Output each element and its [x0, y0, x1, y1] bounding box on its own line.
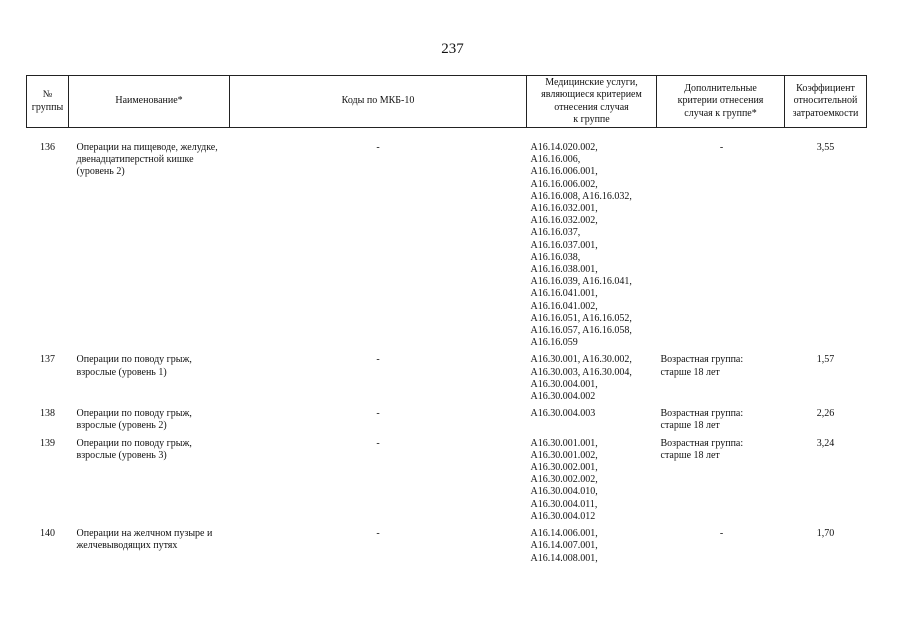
cell-group-number: 139 [40, 437, 55, 449]
cell-extra-criteria [657, 528, 785, 570]
text-line: - [719, 142, 724, 153]
cell-extra-criteria [657, 354, 785, 408]
header-services [527, 76, 657, 128]
table-row [27, 528, 867, 570]
text-line: Возрастная группа: [660, 437, 744, 449]
text-line: A16.16.038.001, [530, 264, 598, 276]
text-line: A16.16.041.001, [530, 288, 598, 300]
cell-icd-codes: - [376, 354, 380, 366]
cell-coefficient: 1,57 [816, 354, 835, 366]
text-line: Наименование* [115, 95, 183, 107]
cell-name [69, 528, 230, 570]
header-name [69, 76, 230, 128]
text-line: A16.14.006.001, [530, 528, 598, 540]
table-row [27, 354, 867, 408]
cell-coefficient: 2,26 [816, 408, 835, 420]
groups-table [26, 75, 867, 570]
text-line: группы [31, 101, 64, 113]
text-line: № [42, 89, 53, 101]
cell-coefficient: 1,70 [816, 528, 835, 540]
text-line: двенадцатиперстной кишке [76, 154, 194, 166]
cell-group-number: 138 [40, 408, 55, 420]
text-line: A16.16.032.001, [530, 203, 598, 215]
text-line: Коэффициент [796, 83, 855, 95]
text-line: A16.16.006, [530, 154, 581, 166]
text-line: A16.16.051, A16.16.052, [530, 312, 632, 324]
text-line: затратоемкости [792, 107, 859, 119]
text-line: относительной [793, 95, 858, 107]
text-line: A16.16.039, A16.16.041, [530, 276, 632, 288]
cell-services [527, 438, 657, 528]
text-line: A16.16.059 [530, 337, 578, 349]
cell-icd-codes: - [376, 408, 380, 420]
text-line: A16.30.004.010, [530, 486, 598, 498]
text-line: A16.14.007.001, [530, 540, 598, 552]
text-line: отнесения случая [554, 101, 629, 113]
cell-name [69, 408, 230, 437]
text-line: - [719, 528, 724, 540]
text-line: A16.30.002.001, [530, 462, 598, 474]
text-line: A16.30.004.003 [530, 408, 596, 420]
text-line: старше 18 лет [660, 366, 720, 378]
header-spacer [27, 128, 867, 143]
text-line: критерии отнесения [677, 95, 764, 107]
text-line: A16.14.008.001, [530, 552, 598, 564]
text-line: Операции по поводу грыж, [76, 354, 192, 366]
cell-icd-codes: - [376, 528, 380, 540]
header-icd-codes [230, 76, 527, 128]
text-line: A16.30.004.012 [530, 510, 596, 522]
text-line: (уровень 2) [76, 166, 125, 178]
text-line: Операции на пищеводе, желудке, [76, 142, 218, 153]
text-line: A16.14.020.002, [530, 142, 598, 153]
text-line: A16.16.006.002, [530, 178, 598, 190]
text-line: взрослые (уровень 2) [76, 420, 167, 432]
cell-extra-criteria [657, 408, 785, 437]
cell-group-number: 140 [40, 528, 55, 540]
text-line: A16.16.057, A16.16.058, [530, 325, 632, 337]
text-line: Возрастная группа: [660, 354, 744, 366]
text-line: старше 18 лет [660, 420, 720, 432]
text-line: A16.16.006.001, [530, 166, 598, 178]
cell-icd-codes: - [376, 437, 380, 449]
text-line: A16.16.041.002, [530, 300, 598, 312]
table-row [27, 408, 867, 437]
text-line: старше 18 лет [660, 449, 720, 461]
text-line: Коды по МКБ-10 [341, 95, 415, 107]
text-line: A16.16.037.001, [530, 239, 598, 251]
text-line: взрослые (уровень 3) [76, 449, 167, 461]
cell-icd-codes: - [376, 142, 380, 153]
text-line: A16.30.004.001, [530, 378, 598, 390]
cell-services [527, 142, 657, 354]
text-line: A16.16.038, [530, 251, 581, 263]
text-line: Операции на желчном пузыре и [76, 528, 213, 540]
text-line: A16.16.037, [530, 227, 581, 239]
header-coefficient [785, 76, 867, 128]
cell-group-number: 136 [40, 142, 55, 153]
table-body [27, 128, 867, 570]
cell-coefficient: 3,24 [816, 437, 835, 449]
text-line: A16.30.001.002, [530, 449, 598, 461]
text-line: A16.30.004.002 [530, 391, 596, 403]
text-line: A16.30.004.011, [530, 498, 598, 510]
text-line: Дополнительные [684, 83, 757, 95]
text-line: A16.16.008, A16.16.032, [530, 190, 632, 202]
cell-group-number: 137 [40, 354, 55, 366]
header-group-no [27, 76, 69, 128]
text-line: Медицинские услуги, [545, 77, 638, 89]
table-header-row [27, 76, 867, 128]
cell-name [69, 354, 230, 408]
text-line: A16.30.001, A16.30.002, [530, 354, 632, 366]
page-number: 237 [441, 41, 464, 57]
text-line: Операции по поводу грыж, [76, 408, 192, 420]
cell-services [527, 528, 657, 570]
text-line: желчевыводящих путях [76, 540, 178, 552]
text-line: случая к группе* [684, 107, 757, 119]
cell-name [69, 142, 230, 354]
text-line: являющиеся критерием [541, 89, 642, 101]
text-line: взрослые (уровень 1) [76, 366, 167, 378]
text-line: A16.30.002.002, [530, 474, 598, 486]
text-line: Операции по поводу грыж, [76, 437, 192, 449]
cell-extra-criteria [657, 142, 785, 354]
text-line: A16.30.001.001, [530, 437, 598, 449]
cell-coefficient: 3,55 [816, 142, 835, 153]
cell-extra-criteria [657, 438, 785, 528]
table-row [27, 142, 867, 354]
cell-services [527, 408, 657, 437]
table-row [27, 438, 867, 528]
text-line: к группе [573, 113, 610, 125]
text-line: A16.16.032.002, [530, 215, 598, 227]
header-extra-criteria [657, 76, 785, 128]
text-line: A16.30.003, A16.30.004, [530, 366, 632, 378]
cell-services [527, 354, 657, 408]
text-line: Возрастная группа: [660, 408, 744, 420]
cell-name [69, 438, 230, 528]
